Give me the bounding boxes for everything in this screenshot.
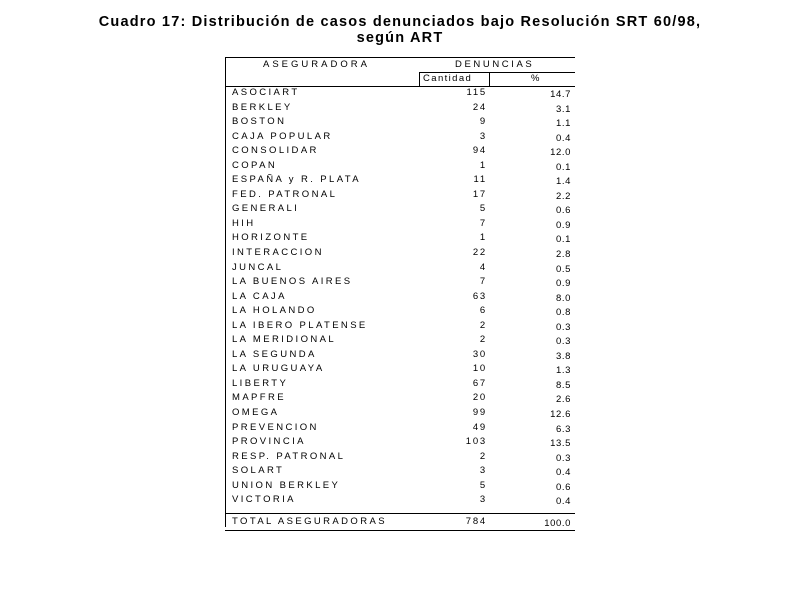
row-aseguradora: CAJA POPULAR xyxy=(232,130,333,142)
row-aseguradora: LA BUENOS AIRES xyxy=(232,276,353,288)
row-cantidad: 10 xyxy=(472,363,487,375)
row-aseguradora: UNION BERKLEY xyxy=(232,479,341,491)
row-cantidad: 24 xyxy=(472,101,487,113)
row-porcentaje: 0.1 xyxy=(555,161,571,173)
row-aseguradora: LA HOLANDO xyxy=(232,305,317,317)
row-cantidad: 30 xyxy=(472,348,487,360)
row-porcentaje: 0.3 xyxy=(555,452,571,464)
table-row xyxy=(225,275,575,290)
table-row xyxy=(225,86,575,101)
header-denuncias: DENUNCIAS xyxy=(455,59,535,70)
row-cantidad: 49 xyxy=(472,421,487,433)
table-row xyxy=(225,246,575,261)
row-porcentaje: 0.4 xyxy=(555,467,571,479)
title-line-2: según ART xyxy=(356,30,444,46)
table-row xyxy=(225,290,575,305)
row-cantidad: 103 xyxy=(465,436,487,448)
row-aseguradora: OMEGA xyxy=(232,407,280,419)
row-aseguradora: LA IBERO PLATENSE xyxy=(232,319,368,331)
row-porcentaje: 1.1 xyxy=(555,118,571,130)
table-header-row-1 xyxy=(225,57,575,72)
row-porcentaje: 0.5 xyxy=(555,263,571,275)
row-aseguradora: FED. PATRONAL xyxy=(232,188,338,200)
table-row xyxy=(225,231,575,246)
table-row xyxy=(225,202,575,217)
table-row xyxy=(225,159,575,174)
table-row xyxy=(225,391,575,406)
row-aseguradora: BOSTON xyxy=(232,116,287,128)
row-cantidad: 7 xyxy=(479,217,487,229)
row-porcentaje: 0.6 xyxy=(555,205,571,217)
row-aseguradora: INTERACCION xyxy=(232,247,324,259)
row-cantidad: 2 xyxy=(479,334,487,346)
denuncias-table xyxy=(225,57,575,531)
row-cantidad: 2 xyxy=(479,450,487,462)
row-cantidad: 99 xyxy=(472,407,487,419)
row-porcentaje: 0.9 xyxy=(555,219,571,231)
row-aseguradora: ASOCIART xyxy=(232,87,300,98)
table-row xyxy=(225,173,575,188)
table-row xyxy=(225,101,575,116)
row-aseguradora: RESP. PATRONAL xyxy=(232,450,346,462)
table-row xyxy=(225,421,575,436)
row-porcentaje: 3.8 xyxy=(555,350,571,362)
row-porcentaje: 2.2 xyxy=(555,190,571,202)
row-cantidad: 4 xyxy=(479,261,487,273)
row-cantidad: 5 xyxy=(479,479,487,491)
row-aseguradora: ESPAÑA y R. PLATA xyxy=(232,174,361,186)
row-cantidad: 3 xyxy=(479,130,487,142)
row-cantidad: 2 xyxy=(479,319,487,331)
row-porcentaje: 0.3 xyxy=(555,321,571,333)
row-aseguradora: CONSOLIDAR xyxy=(232,145,319,157)
row-porcentaje: 0.1 xyxy=(555,234,571,246)
row-cantidad: 17 xyxy=(472,188,487,200)
table-row xyxy=(225,450,575,465)
row-porcentaje: 0.8 xyxy=(555,307,571,319)
table-row xyxy=(225,333,575,348)
row-porcentaje: 2.8 xyxy=(555,249,571,261)
row-porcentaje: 0.4 xyxy=(555,496,571,508)
row-aseguradora: LIBERTY xyxy=(232,377,289,389)
row-porcentaje: 0.9 xyxy=(555,278,571,290)
table-row xyxy=(225,406,575,421)
row-aseguradora: COPAN xyxy=(232,159,278,171)
row-aseguradora: BERKLEY xyxy=(232,101,293,113)
table-row xyxy=(225,377,575,392)
row-cantidad: 67 xyxy=(472,377,487,389)
title-line-1: Cuadro 17: Distribución de casos denunciados bajo Resolución SRT 60/98, xyxy=(98,14,702,30)
table-row xyxy=(225,362,575,377)
row-aseguradora: HORIZONTE xyxy=(232,232,310,244)
row-cantidad: 115 xyxy=(466,87,487,98)
row-porcentaje: 0.3 xyxy=(555,336,571,348)
row-aseguradora: PREVENCION xyxy=(232,421,319,433)
header-cantidad: Cantidad xyxy=(423,73,473,84)
row-cantidad: 20 xyxy=(472,392,487,404)
header-aseguradora: ASEGURADORA xyxy=(263,59,370,70)
row-porcentaje: 1.3 xyxy=(555,365,571,377)
row-porcentaje: 1.4 xyxy=(555,176,571,188)
document-title xyxy=(0,14,800,46)
row-porcentaje: 8.5 xyxy=(555,379,571,391)
row-porcentaje: 8.0 xyxy=(555,292,571,304)
row-aseguradora: LA URUGUAYA xyxy=(232,363,325,375)
table-row xyxy=(225,464,575,479)
row-porcentaje: 2.6 xyxy=(555,394,571,406)
table-row xyxy=(225,115,575,130)
row-cantidad: 94 xyxy=(472,145,487,157)
row-cantidad: 3 xyxy=(479,494,487,506)
row-cantidad: 11 xyxy=(473,174,487,186)
total-cantidad: 784 xyxy=(465,515,487,527)
table-body xyxy=(225,86,575,508)
row-porcentaje: 3.1 xyxy=(555,103,571,115)
table-row xyxy=(225,188,575,203)
row-aseguradora: HIH xyxy=(232,217,256,229)
table-row xyxy=(225,435,575,450)
row-aseguradora: LA MERIDIONAL xyxy=(232,334,337,346)
table-row xyxy=(225,493,575,508)
table-row xyxy=(225,479,575,494)
row-porcentaje: 0.4 xyxy=(555,132,571,144)
row-aseguradora: JUNCAL xyxy=(232,261,284,273)
row-cantidad: 7 xyxy=(479,276,487,288)
row-aseguradora: MAPFRE xyxy=(232,392,286,404)
row-cantidad: 22 xyxy=(472,247,487,259)
row-cantidad: 1 xyxy=(479,159,487,171)
header-porcentaje: % xyxy=(531,73,540,84)
table-row xyxy=(225,261,575,276)
table-row xyxy=(225,319,575,334)
row-porcentaje: 0.6 xyxy=(555,481,571,493)
table-row xyxy=(225,144,575,159)
row-cantidad: 6 xyxy=(479,305,487,317)
row-aseguradora: SOLART xyxy=(232,465,285,477)
total-label: TOTAL ASEGURADORAS xyxy=(232,515,387,527)
row-porcentaje: 14.7 xyxy=(550,89,571,100)
row-porcentaje: 6.3 xyxy=(555,423,571,435)
row-aseguradora: GENERALI xyxy=(232,203,300,215)
row-cantidad: 5 xyxy=(479,203,487,215)
table-header-row-2 xyxy=(225,72,575,86)
table-row xyxy=(225,217,575,232)
total-porcentaje: 100.0 xyxy=(544,517,571,529)
row-porcentaje: 12.6 xyxy=(550,409,571,421)
row-porcentaje: 13.5 xyxy=(550,438,571,450)
table-row xyxy=(225,130,575,145)
row-porcentaje: 12.0 xyxy=(550,147,571,159)
row-aseguradora: VICTORIA xyxy=(232,494,296,506)
row-aseguradora: LA CAJA xyxy=(232,290,287,302)
row-aseguradora: LA SEGUNDA xyxy=(232,348,317,360)
row-cantidad: 3 xyxy=(479,465,487,477)
row-cantidad: 9 xyxy=(479,116,487,128)
row-aseguradora: PROVINCIA xyxy=(232,436,306,448)
total-row xyxy=(225,513,575,531)
row-cantidad: 63 xyxy=(472,290,487,302)
row-cantidad: 1 xyxy=(479,232,487,244)
table-row xyxy=(225,348,575,363)
table-row xyxy=(225,304,575,319)
